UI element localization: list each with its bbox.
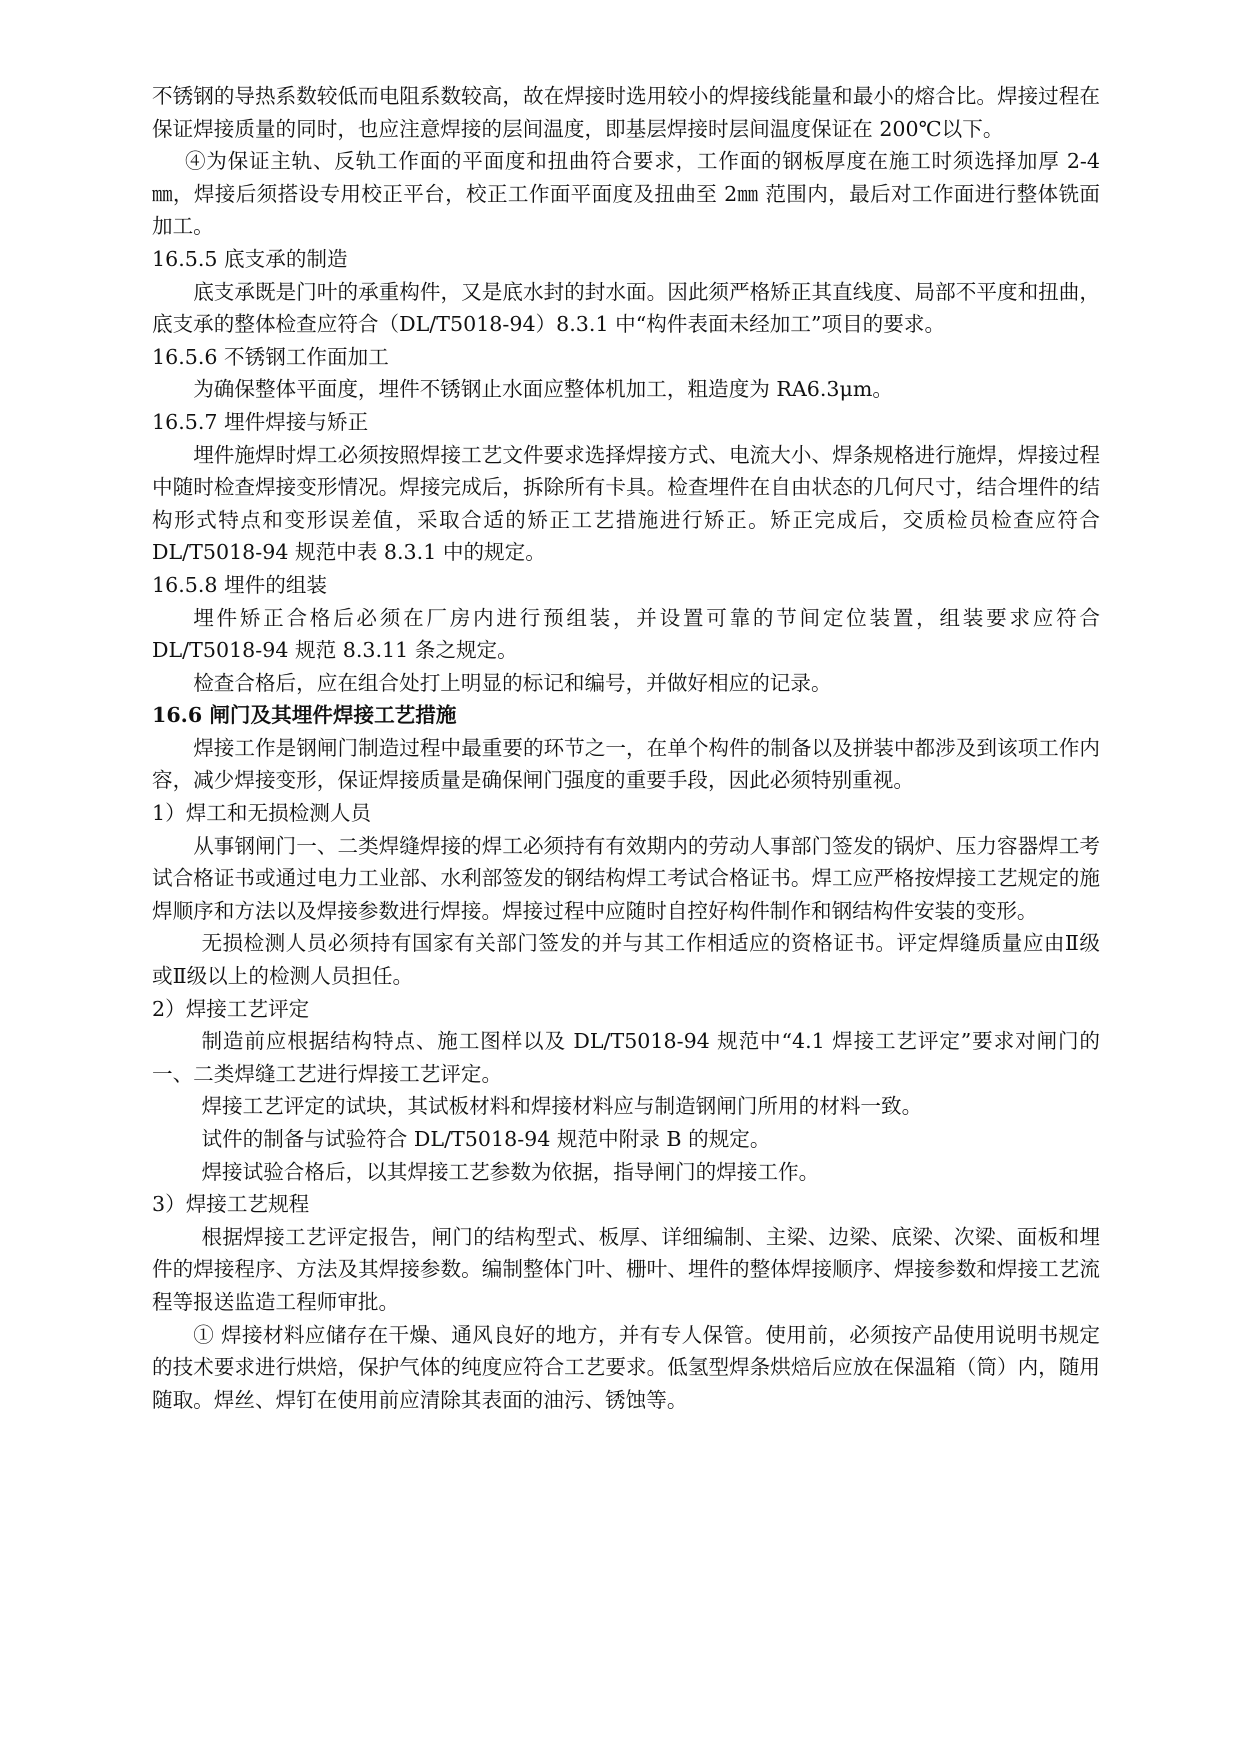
subsection-heading: 1）焊工和无损检测人员 (152, 801, 372, 826)
paragraph: 不锈钢的导热系数较低而电阻系数较高，故在焊接时选用较小的焊接线能量和最小的熔合比。焊接过程在保证焊接质量的同时，也应注意焊接的层间温度，即基层焊接时层间温度保证在 200℃以下。 (152, 84, 1100, 141)
subsection-heading: 2）焊接工艺评定 (152, 996, 310, 1021)
section-heading: 16.5.6 不锈钢工作面加工 (152, 344, 389, 369)
paragraph: 底支承既是门叶的承重构件，又是底水封的封水面。因此须严格矫正其直线度、局部不平度和扭曲，底支承的整体检查应符合（DL/T5018-94）8.3.1 中“构件表面未经加工”项目的要求。 (152, 279, 1100, 337)
subsection-heading: 3）焊接工艺规程 (152, 1192, 310, 1217)
paragraph: 检查合格后，应在组合处打上明显的标记和编号，并做好相应的记录。 (193, 670, 832, 695)
section-heading: 16.5.5 底支承的制造 (152, 246, 348, 271)
paragraph: 根据焊接工艺评定报告，闸门的结构型式、板厚、详细编制、主梁、边梁、底梁、次梁、面板和埋件的焊接程序、方法及其焊接参数。编制整体门叶、栅叶、埋件的整体焊接顺序、焊接参数和焊接工艺流程等报送监造工程师审批。 (152, 1224, 1100, 1314)
section-heading: 16.5.8 埋件的组装 (152, 572, 328, 597)
paragraph: 从事钢闸门一、二类焊缝焊接的焊工必须持有有效期内的劳动人事部门签发的锅炉、压力容器焊工考试合格证书或通过电力工业部、水利部签发的钢结构焊工考试合格证书。焊工应严格按焊接工艺规定的施焊顺序和方法以及焊接参数进行焊接。焊接过程中应随时自控好构件制作和钢结构件安装的变形。 (152, 833, 1100, 923)
document-page (152, 80, 1100, 1416)
paragraph: 焊接工作是钢闸门制造过程中最重要的环节之一，在单个构件的制备以及拼装中都涉及到该项工作内容，减少焊接变形，保证焊接质量是确保闸门强度的重要手段，因此必须特别重视。 (152, 735, 1100, 793)
paragraph: ① 焊接材料应储存在干燥、通风良好的地方，并有专人保管。使用前，必须按产品使用说明书规定的技术要求进行烘焙，保护气体的纯度应符合工艺要求。低氢型焊条烘焙后应放在保温箱（筒）内，随用随取。焊丝、焊钉在使用前应清除其表面的油污、锈蚀等。 (152, 1322, 1100, 1412)
paragraph: ④为保证主轨、反轨工作面的平面度和扭曲符合要求，工作面的钢板厚度在施工时须选择加厚 2-4㎜，焊接后须搭设专用校正平台，校正工作面平面度及扭曲至 2㎜ 范围内，最后对工作面进行整体铣面加工。 (152, 149, 1100, 239)
paragraph: 焊接试验合格后，以其焊接工艺参数为依据，指导闸门的焊接工作。 (201, 1159, 820, 1184)
paragraph: 为确保整体平面度，埋件不锈钢止水面应整体机加工，粗造度为 RA6.3μm。 (193, 377, 893, 402)
paragraph: 焊接工艺评定的试块，其试板材料和焊接材料应与制造钢闸门所用的材料一致。 (201, 1094, 923, 1119)
paragraph: 埋件施焊时焊工必须按照焊接工艺文件要求选择焊接方式、电流大小、焊条规格进行施焊，焊接过程中随时检查焊接变形情况。焊接完成后，拆除所有卡具。检查埋件在自由状态的几何尺寸，结合埋件的结构形式特点和变形误差值，采取合适的矫正工艺措施进行矫正。矫正完成后，交质检员检查应符合 DL/T5018-94 规范中表 8.3.1 中的规定。 (152, 442, 1100, 565)
paragraph: 埋件矫正合格后必须在厂房内进行预组装，并设置可靠的节间定位装置，组装要求应符合 DL/T5018-94 规范 8.3.11 条之规定。 (152, 605, 1100, 663)
paragraph: 制造前应根据结构特点、施工图样以及 DL/T5018-94 规范中“4.1 焊接工艺评定”要求对闸门的一、二类焊缝工艺进行焊接工艺评定。 (152, 1029, 1100, 1086)
section-heading: 16.5.7 埋件焊接与矫正 (152, 409, 369, 434)
paragraph: 试件的制备与试验符合 DL/T5018-94 规范中附录 B 的规定。 (201, 1127, 771, 1151)
paragraph: 无损检测人员必须持有国家有关部门签发的并与其工作相适应的资格证书。评定焊缝质量应由Ⅱ级或Ⅱ级以上的检测人员担任。 (152, 931, 1100, 989)
section-heading-bold: 16.6 闸门及其埋件焊接工艺措施 (152, 703, 457, 728)
